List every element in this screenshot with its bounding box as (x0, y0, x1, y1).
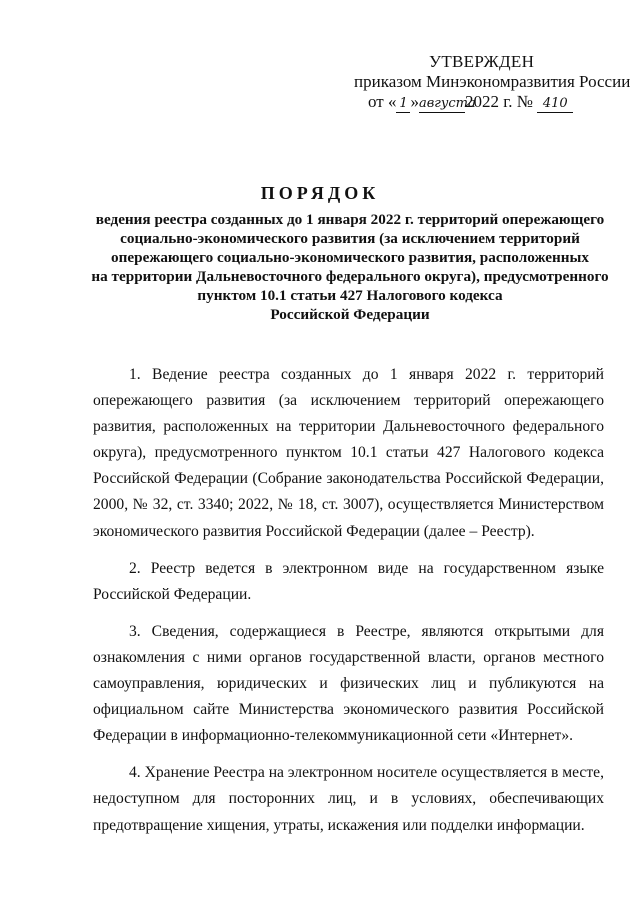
paragraph-4: 4. Хранение Реестра на электронном носителе осуществляется в месте, недоступном для посторонних лиц, и в условиях, обеспечивающих предотвращение хищения, утраты, искажения или подделки информации. (93, 764, 604, 834)
approval-date-line (330, 92, 610, 113)
handwritten-order-number: 410 (537, 94, 573, 113)
subtitle-line: опережающего социально-экономического развития, расположенных (111, 249, 589, 266)
handwritten-day: 1 (396, 94, 410, 113)
subtitle-line: на территории Дальневосточного федерального округа), предусмотренного (91, 268, 609, 285)
document-body (93, 362, 604, 850)
subtitle-line: Российской Федерации (270, 306, 430, 323)
subtitle-line: пунктом 10.1 статьи 427 Налогового кодекса (197, 287, 503, 304)
date-year: 2022 г. № (464, 92, 533, 111)
paragraph-3: 3. Сведения, содержащиеся в Реестре, являются открытыми для ознакомления с ними органов государственной власти, органов местного самоуправления, юридических и физических лиц и публикуются на официальном сайте Министерства экономического развития Российской Федерации в информационно-телекоммуникационной сети «Интернет». (93, 622, 604, 745)
approval-heading: УТВЕРЖДЕН (429, 52, 535, 71)
document-title: ПОРЯДОК (260, 183, 380, 203)
approval-order-line: приказом Минэкономразвития России (354, 72, 631, 91)
handwritten-month: августа (418, 96, 476, 111)
document-subtitle (60, 210, 640, 324)
subtitle-line: социально-экономического развития (за исключением территорий (120, 230, 580, 247)
date-prefix: от « (368, 92, 397, 111)
paragraph-1: 1. Ведение реестра созданных до 1 января 2022 г. территорий опережающего развития (за исключением территорий опережающего развития, расположенных на территории Дальневосточного федерального округа), предусмотренного пунктом 10.1 статьи 427 Налогового кодекса Российской Федерации (Собрание законодательства Российской Федерации, 2000, № 32, ст. 3340; 2022, № 18, ст. 3007), осуществляется Министерством экономического развития Российской Федерации (далее – Реестр). (93, 366, 604, 540)
paragraph-2: 2. Реестр ведется в электронном виде на государственном языке Российской Федерации. (93, 559, 604, 603)
date-mid: » (410, 92, 419, 111)
approval-stamp (330, 52, 631, 113)
subtitle-line: ведения реестра созданных до 1 января 2022 г. территорий опережающего (95, 211, 605, 228)
